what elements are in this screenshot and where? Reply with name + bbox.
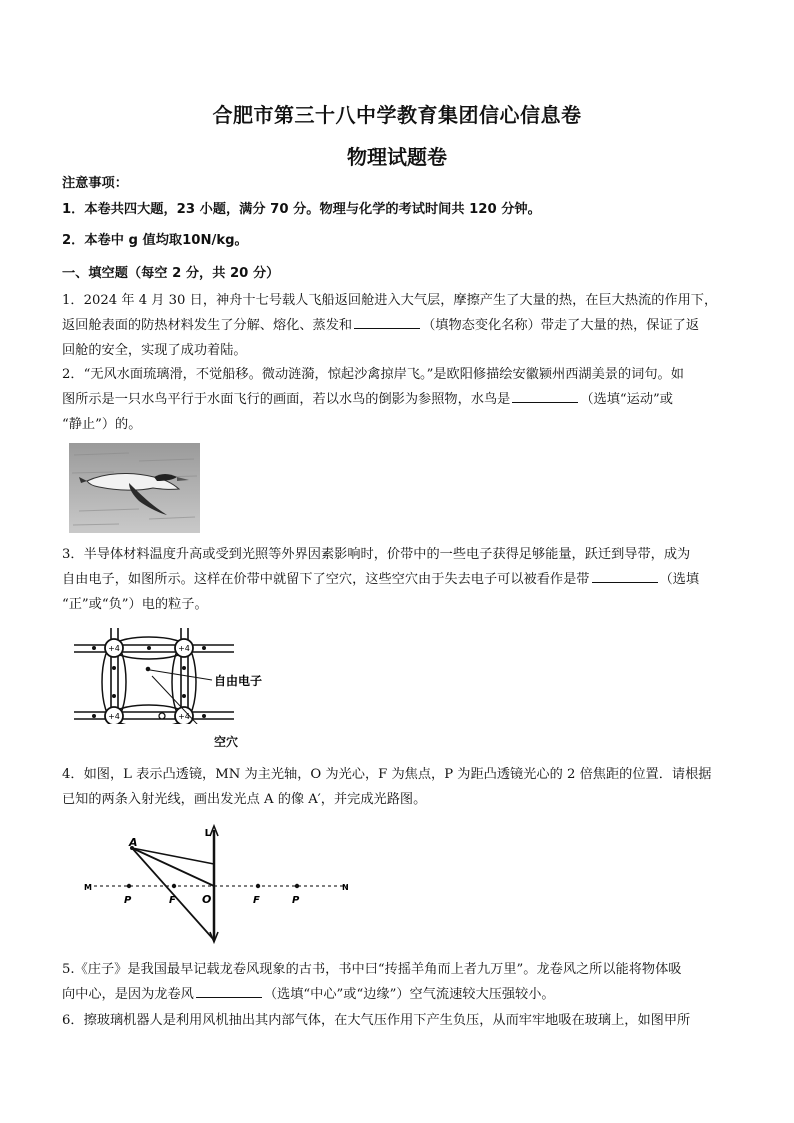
axis-M-label: M [84, 883, 92, 892]
q2-line-1: 2．“无风水面琉璃滑，不觉船移。微动涟漪，惊起沙禽掠岸飞。”是欧阳修描绘安徽颍州西湖美景的词句。如 [62, 367, 684, 382]
q3-text-a: 自由电子，如图所示。这样在价带中就留下了空穴，这些空穴由于失去电子可以被看作是带 [62, 572, 590, 587]
atom-label: +4 [108, 712, 120, 721]
hole-label: 空穴 [214, 735, 239, 749]
focus-F-right-label: F [253, 895, 260, 906]
q6-line-1: 6．擦玻璃机器人是利用风机抽出其内部气体，在大气压作用下产生负压，从而牢牢地吸在玻璃上，如图甲所 [62, 1013, 691, 1028]
exam-subtitle: 物理试题卷 [347, 145, 447, 169]
q2-text-a: 图所示是一只水鸟平行于水面飞行的画面，若以水鸟的倒影为参照物，水鸟是 [62, 392, 511, 407]
semiconductor-lattice-diagram [74, 628, 294, 724]
notes-heading: 注意事项： [62, 176, 128, 191]
q2-answer-blank[interactable] [512, 390, 578, 403]
q1-line-3: 回舱的安全，实现了成功着陆。 [62, 343, 247, 358]
q3-line-1: 3．半导体材料温度升高或受到光照等外界因素影响时，价带中的一些电子获得足够能量，跃迁到导带，成为 [62, 547, 691, 562]
point-P-left-label: P [124, 895, 132, 906]
q3-answer-blank[interactable] [592, 570, 658, 583]
section-heading: 一、填空题（每空 2 分，共 20 分） [62, 266, 280, 281]
convex-lens-diagram [80, 822, 360, 946]
q5-text-a: 向中心，是因为龙卷风 [62, 987, 194, 1002]
q2-line-2 [62, 390, 742, 409]
q4-line-2: 已知的两条入射光线，画出发光点 A 的像 A′，并完成光路图。 [62, 792, 427, 807]
q1-line-2 [62, 316, 742, 335]
point-A-label: A [129, 836, 138, 849]
focus-F-left-label: F [169, 895, 176, 906]
optical-center-O-label: O [202, 893, 212, 906]
q5-answer-blank[interactable] [196, 985, 262, 998]
free-electron-dot [146, 667, 151, 672]
q2-line-3: “静止”）的。 [62, 417, 142, 432]
q5-text-b: （选填“中心”或“边缘”）空气流速较大压强较小。 [263, 987, 555, 1002]
q3-text-b: （选填 [659, 572, 700, 587]
bird-photo [69, 443, 200, 533]
hole-marker [159, 713, 165, 719]
q5-line-1: 5.《庄子》是我国最早记载龙卷风现象的古书，书中曰“抟摇羊角而上者九万里”。龙卷风之所以能将物体吸 [62, 962, 682, 977]
free-electron-label: 自由电子 [214, 674, 263, 688]
atom-label: +4 [178, 644, 190, 653]
exam-title: 合肥市第三十八中学教育集团信心信息卷 [212, 103, 582, 127]
axis-N-label: N [342, 883, 349, 892]
lattice-bonds [74, 628, 234, 724]
q1-text-a: 返回舱表面的防热材料发生了分解、熔化、蒸发和 [62, 318, 353, 333]
q2-text-b: （选填“运动”或 [580, 392, 673, 407]
incident-ray-through-center [132, 848, 214, 886]
lens-L-label: L [204, 828, 211, 839]
note-2: 2．本卷中 g 值均取10N/kg。 [62, 233, 248, 248]
bound-electrons [92, 646, 206, 718]
point-P-right-label: P [292, 895, 300, 906]
q1-text-b: （填物态变化名称）带走了大量的热，保证了返 [422, 318, 700, 333]
q1-answer-blank[interactable] [354, 316, 420, 329]
q4-line-1: 4．如图，L 表示凸透镜，MN 为主光轴，O 为光心，F 为焦点，P 为距凸透镜光心的 2 倍焦距的位置．请根据 [62, 767, 712, 782]
q3-line-2 [62, 570, 742, 589]
note-1: 1．本卷共四大题，23 小题，满分 70 分。物理与化学的考试时间共 120 分钟。 [62, 202, 541, 217]
atom-label: +4 [108, 644, 120, 653]
q5-line-2 [62, 985, 742, 1004]
q1-line-1: 1．2024 年 4 月 30 日，神舟十七号载人飞船返回舱进入大气层，摩擦产生了大量的热，在巨大热流的作用下， [62, 293, 718, 308]
q3-line-3: “正”或“负”）电的粒子。 [62, 597, 208, 612]
atom-label: +4 [178, 712, 190, 721]
